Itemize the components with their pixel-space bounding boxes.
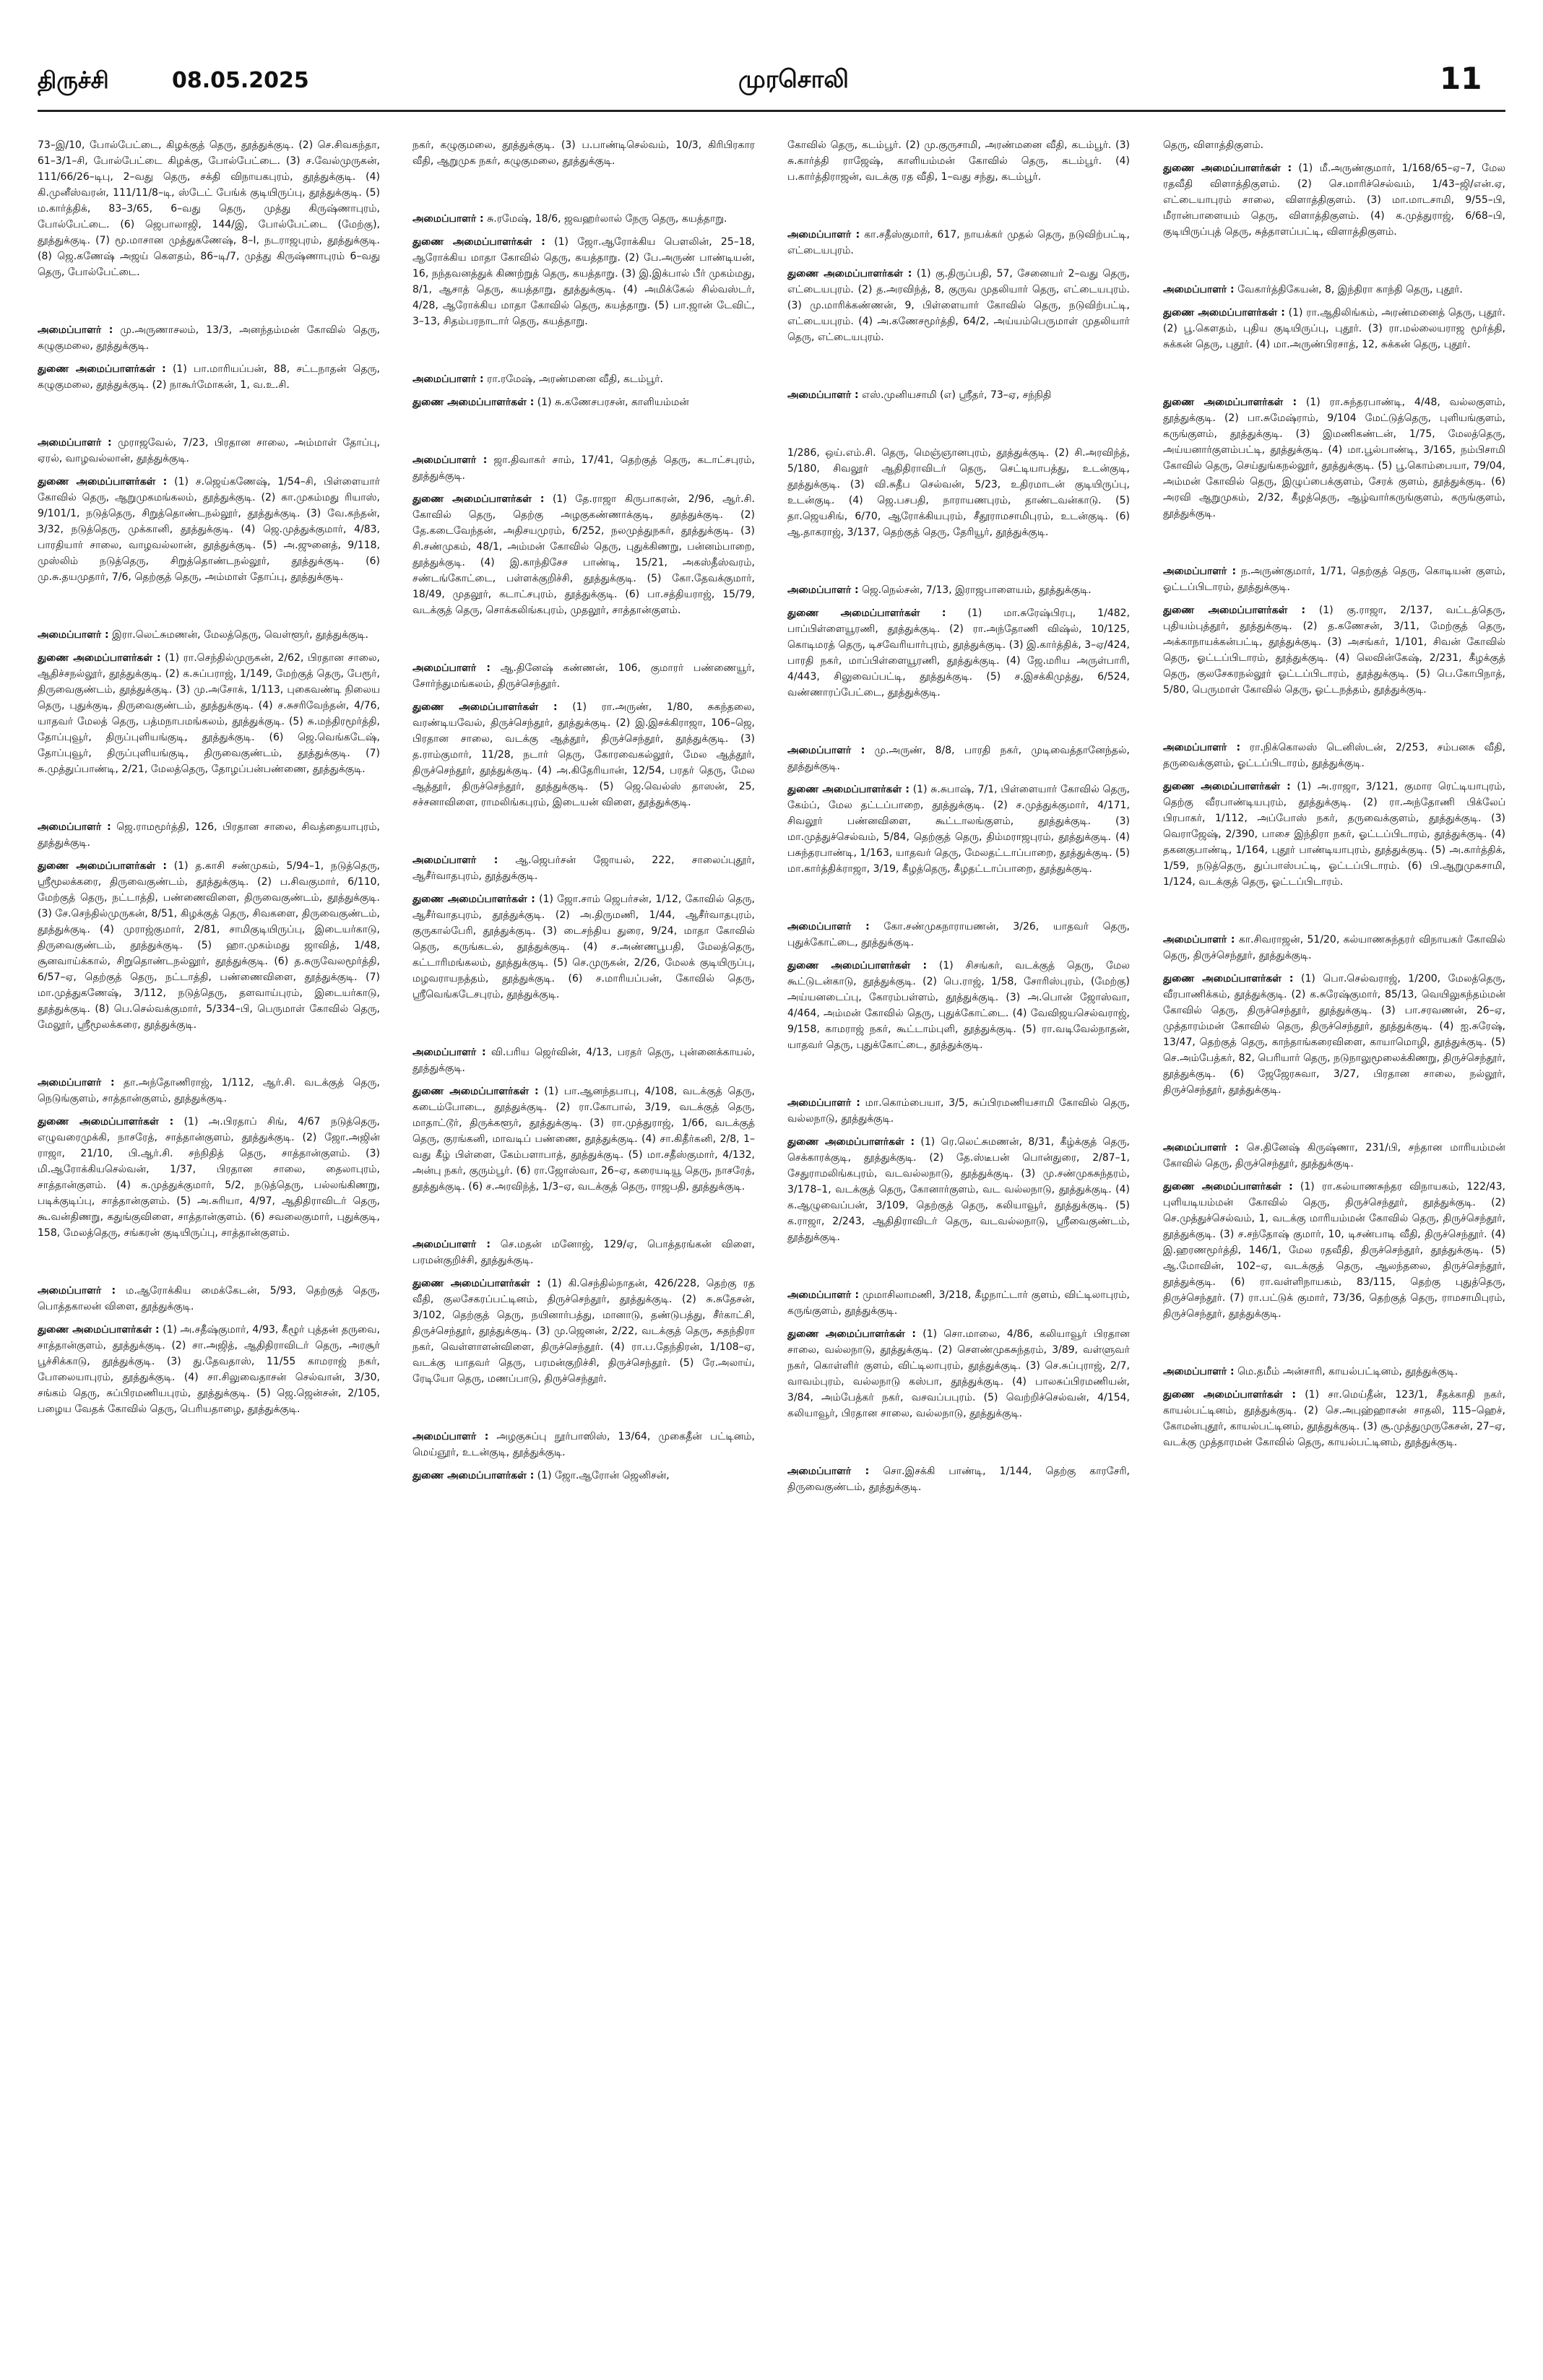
column-paragraph [1163, 971, 1505, 1098]
paragraph-text: கா.சதீஸ்குமார், 617, நாயக்கர் முதல் தெரு, நடுவிற்பட்டி, எட்டையபுரம். [787, 229, 1130, 256]
role-label: அமைப்பாளர் : [38, 1077, 115, 1089]
role-label: துணை அமைப்பாளர்கள் : [412, 1086, 539, 1097]
column-paragraph [412, 211, 755, 227]
column-paragraph [412, 660, 755, 692]
column-paragraph [1163, 740, 1505, 771]
role-label: துணை அமைப்பாளர்கள் : [1163, 397, 1297, 408]
column-paragraph [787, 582, 1130, 598]
paragraph-text: (1) ஜோ.ஆரோக்கிய பௌலின், 25–18, ஆரோக்கிய மாதா கோவில் தெரு, கயத்தாறு. (2) பே.அருண் பாண்டியன், 16, நந்தவனத்துக் கிணற்றுத் தெரு, கயத்தாறு. (3) இ.இக்பால் பீர் முகம்மது, 8/1, ஆசாத் தெரு, கயத்தாறு, தூத்துக்குடி. (4) அமிக்கேல் சில்வஸ்டர், 4/28, ஆரோக்கிய மாதா கோவில் தெரு, கயத்தாறு. (5) பா.ஜான் டேவிட், 3–13, சிதம்பரநாடார் தெரு, கயத்தாறு. [412, 236, 755, 327]
paragraph-text: (1) சு.கணேசபரசன், காளியம்மன் [537, 397, 689, 408]
role-label: துணை அமைப்பாளர்கள் : [787, 784, 909, 795]
role-label: அமைப்பாளர் : [1163, 934, 1235, 945]
role-label: அமைப்பாளர் : [787, 921, 870, 932]
column-paragraph [787, 1134, 1130, 1245]
masthead-rule [38, 110, 1505, 112]
newspaper-name: முரசொலி [738, 65, 849, 94]
paragraph-text: 73–இ/10, போல்பேட்டை, கிழக்குத் தெரு, தூத்துக்குடி. (2) செ.சிவகந்தா, 61–3/1–சி, போல்பேட்டை கிழக்கு, போல்பேட்டை. (3) ச.வேல்முருகன், 111/66/26–டிபு, 2–வது தெரு, சக்தி விநாயகபுரம், தூத்துக்குடி. (4) கி.முனீஸ்வரன், 111/11/8–டி, ஸ்டேட் பேங்க் குடியிருப்பு, தூத்துக்குடி. (5) ம.கார்த்திக், 83–3/65, 6–வது தெரு, முத்து கிருஷ்ணாபுரம், போல்பேட்டை. (6) ஜெபாலாஜி, 144/இ, போல்பேட்டை (மேற்கு), தூத்துக்குடி. (7) மூ.மாசான முத்துகணேஷ், 8–I, நடராஜபுரம், தூத்துக்குடி. (8) ஜெ.கணேஷ் அஜய் கௌதம், 86–டி/7, முத்து கிருஷ்ணாபுரம் 6–வது தெரு, போல்பேட்டை. [38, 139, 380, 278]
column-paragraph [787, 266, 1130, 345]
paragraph-text: செ.மதன் மனோஜ், 129/ஏ, பொத்தரங்கன் விளை, பரமன்குறிச்சி, தூத்துக்குடி. [412, 1239, 755, 1266]
column-paragraph [38, 1322, 380, 1417]
edition-date: 08.05.2025 [172, 68, 309, 93]
paragraph-text: முராஜவேல், 7/23, பிரதான சாலை, அம்மாள் தோப்பு, ஏரல், வாழவல்லான், தூத்துக்குடி. [38, 437, 380, 464]
role-label: துணை அமைப்பாளர்கள் : [412, 1470, 535, 1481]
paragraph-text: ஜெ.நெல்சன், 7/13, இராஜபாளையம், தூத்துக்குடி. [862, 584, 1092, 596]
role-label: அமைப்பாளர் : [787, 389, 859, 401]
column-paragraph [412, 452, 755, 484]
column-paragraph [38, 627, 380, 643]
column-paragraph [38, 137, 380, 280]
edition-city: திருச்சி [38, 66, 109, 94]
column-paragraph [787, 1463, 1130, 1495]
column-paragraph [38, 1075, 380, 1107]
paragraph-text: கோ.சண்முகநாராயணன், 3/26, யாதவர் தெரு, புதுக்கோட்டை, தூத்துக்குடி. [787, 921, 1130, 948]
role-label: அமைப்பாளர் : [412, 454, 488, 466]
paragraph-text: (1) ரா.கல்யாணசுந்தர விநாயகம், 122/43, புளியடியம்மன் கோவில் தெரு, திருச்செந்தூர், தூத்துக்குடி. (2) செ.முத்துச்செல்வம், 1, வடக்கு மாரியம்மன் கோவில் தெரு, திருச்செந்தூர், தூத்துக்குடி. (3) ச.சந்தோஷ் குமார், 10, டிசண்பாடி வீதி, திருச்செந்தூர். (4) இ.ஹரணமூர்த்தி, 146/1, மேல ரதவீதி, திருச்செந்தூர், தூத்துக்குடி. (5) ஆ.மோவின், 102–ஏ, வடக்குத் தெரு, ஆலந்தலை, திருச்செந்தூர், தூத்துக்குடி. (6) ரா.வள்ளிநாயகம், 83/115, தெற்கு புதுத்தெரு, திருச்செந்தூர். (7) ரா.பட்டுக் குமார், 73/36, தெற்குத் தெரு, ராமசாமிபுரம், திருச்செந்தூர், தூத்துக்குடி. [1163, 1181, 1505, 1320]
role-label: அமைப்பாளர் : [1163, 566, 1237, 577]
column-paragraph [1163, 1140, 1505, 1172]
paragraph-text: மு.அருண், 8/8, பாரதி நகர், முடிவைத்தானேந்தல், தூத்துக்குடி. [787, 745, 1130, 772]
paragraph-text: 1/286, ஒய்.எம்.சி. தெரு, மெஞ்ஞானபுரம், தூத்துக்குடி. (2) சி.அரவிந்த், 5/180, சிவலூர் ஆதிதிராவிடர் தெரு, செட்டியாபத்து, உடன்குடி, தூத்துக்குடி. (3) வி.சுதீப செல்வன், 5/23, உதிரமாடன் குடியிருப்பு, உடன்குடி. (4) ஜெ.பசபதி, நாராயணபுரம், தாண்டவன்காடு. (5) தா.ஜெயசிங், 6/70, ஆரோக்கியபுரம், சீதூராமசாமிபுரம், உடன்குடி. (6) ஆ.தாகராஜ், 3/137, தெற்குத் தெரு, தேரியூர், தூத்துக்குடி. [787, 447, 1130, 538]
paragraph-text: (1) மீ.அருண்குமார், 1/168/65–ஏ–7, மேல ரதவீதி விளாத்திகுளம். (2) செ.மாரிச்செல்வம், 1/43–ஜி/என்.ஏ, எட்டையாபுரம் சாலை, விளாத்திகுளம். (3) மா.மாடசாமி, 9/55–பி, மீரான்பாளையம் தெரு, விளாத்திகுளம். (4) க.முத்துராஜ், 6/68–பி, குடியிருப்புத் தெரு, சுத்தாளப்பட்டி, விளாத்திகுளம். [1163, 163, 1505, 238]
paragraph-text: மெ.தமீம் அன்சாரி, காயல்பட்டினம், தூத்துக்குடி. [1237, 1366, 1458, 1377]
paragraph-text: (1) அ.சதீஷ்குமார், 4/93, கீழூர் புத்தன் தருவை, சாத்தான்குளம், தூத்துக்குடி. (2) சா.அஜித், ஆதிதிராவிடர் தெரு, அரசூர் பூச்சிக்காடு, தூத்துக்குடி. (3) து.தேவதாஸ், 11/55 காமராஜ் நகர், போலையாபுரம், தூத்துக்குடி. (4) சா.சிலுவைதாசன் செல்வான், 3/30, சங்கம் தெரு, சுப்பிரமணியபுரம், தூத்துக்குடி. (5) ஜெ.ஜென்சன், 2/105, பழைய வேதக் கோவில் தெரு, பெரியதாழை, தூத்துக்குடி. [38, 1324, 380, 1415]
paragraph-text: (1) சு.சுபாஷ், 7/1, பிள்ளையார் கோவில் தெரு, கேம்ப், மேல தட்டப்பாறை, தூத்துக்குடி. (2) ச.முத்துக்குமார், 4/171, சிவலூர் பண்னவிளை, கூட்டாலங்குளம், தூத்துக்குடி. (3) மா.முத்துச்செல்வம், 5/84, தெற்குத் தெரு, திம்மராஜபுரம், தூத்துக்குடி. (4) பசுந்தரபாண்டி, 1/163, யாதவர் தெரு, மேலதட்டாப்பாறை, தூத்துக்குடி. (5) மா.கார்த்திக்ராஜா, 3/19, கீழத்தெரு, கீழதட்டாப்பாறை, தூத்துக்குடி. [787, 784, 1130, 875]
column-paragraph [1163, 602, 1505, 698]
column-paragraph [1163, 137, 1505, 153]
role-label: துணை அமைப்பாளர்கள் : [38, 1324, 160, 1336]
role-label: அமைப்பாளர் : [38, 324, 113, 336]
role-label: துணை அமைப்பாளர்கள் : [38, 652, 161, 664]
paragraph-text: (1) சா.மெய்தீன், 123/1, சீதக்காதி நகர், காயல்பட்டினம், தூத்துக்குடி. (2) செ.அபுஹ்ஹாசன் சாதலி, 115–ஹெச், கோமன்புதூர், காயல்பட்டினம், தூத்துக்குடி. (3) சூ.முத்துமுருகேசன், 27–ஏ, வடக்கு முத்தாரமன் கோவில் தெரு, காயல்பட்டினம், தூத்துக்குடி. [1163, 1389, 1505, 1448]
paragraph-text: வேகார்த்திகேயன், 8, இந்திரா காந்தி தெரு, புதூர். [1237, 284, 1463, 295]
text-column-2 [412, 137, 755, 2362]
paragraph-text: தா.அந்தோணிராஜ், 1/112, ஆர்.சி. வடக்குத் தெரு, நெடுங்குளம், சாத்தான்குளம், தூத்துக்குடி. [38, 1077, 380, 1104]
role-label: துணை அமைப்பாளர்கள் : [412, 701, 558, 713]
paragraph-text: ஜெ.ராமமூர்த்தி, 126, பிரதான சாலை, சிவத்தையாபுரம், தூத்துக்குடி. [38, 821, 380, 849]
column-paragraph [787, 1287, 1130, 1319]
paragraph-text: மா.கொம்பையா, 3/5, சுப்பிரமணியசாமி கோவில் தெரு, வல்லநாடு, தூத்துக்குடி. [787, 1097, 1130, 1125]
role-label: துணை அமைப்பாளர்கள் : [412, 893, 535, 905]
paragraph-text: தெரு, விளாத்திகுளம். [1163, 139, 1264, 151]
role-label: துணை அமைப்பாளர்கள் : [412, 493, 545, 505]
role-label: துணை அமைப்பாளர்கள் : [1163, 605, 1306, 616]
role-label: துணை அமைப்பாளர்கள் : [787, 960, 928, 972]
role-label: அமைப்பாளர் : [412, 1239, 490, 1250]
paragraph-text: நகர், கழுகுமலை, தூத்துக்குடி. (3) ப.பாண்டிசெல்வம், 10/3, கிரிபிரகார வீதி, ஆறுமுக நகர், கழுகுமலை, தூத்துக்குடி. [412, 139, 755, 167]
role-label: அமைப்பாளர் : [38, 1285, 116, 1297]
paragraph-text: (1) சிசங்கர், வடக்குத் தெரு, மேல கூட்டுடன்காடு, தூத்துக்குடி. (2) பெ.ராஜ், 1/58, சோரிஸ்புரம், (மேற்கு) அய்யனடைப்பு, கோரம்பள்ளம், தூத்துக்குடி. (3) அ.பொன் ஜோஸ்வா, 4/464, அம்மன் கோவில் தெரு, புதுக்கோட்டை. (4) வேவிஜயசெல்வராஜ், 9/158, காமராஜ் நகர், கூட்டாம்புளி, தூத்துக்குடி. (5) ரா.வடிவேல்நாதன், யாதவர் தெரு, புதுக்கோட்டை, தூத்துக்குடி. [787, 960, 1130, 1051]
column-paragraph [787, 1326, 1130, 1421]
paragraph-text: (1) ரா.ஆதிலிங்கம், அரண்மனைத் தெரு, புதூர். (2) பூ.கௌதம், புதிய குடியிருப்பு, புதூர். (3) ரா.மல்லையராஜ மூர்த்தி, சுக்கன் தெரு, புதூர். (4) மா.அருண்பிரசாத், 12, சுக்கன் தெரு, புதூர். [1163, 307, 1505, 350]
column-paragraph [38, 1283, 380, 1315]
paragraph-text: (1) ரா.அருண், 1/80, சுகந்தலை, வரண்டியவேல், திருச்செந்தூர், தூத்துக்குடி. (2) இ.இசக்கிராஜா, 106–ஜெ, பிரதான சாலை, வடக்கு ஆத்தூர், திருச்செந்தூர், தூத்துக்குடி. (3) த.ராம்குமார், 11/28, நடார் தெரு, கோரவைகல்லூர், மேல ஆத்தூர், திருச்செந்தூர், தூத்துக்குடி. (4) அ.கிதேரியான், 12/54, பரதர் தெரு, மேல ஆத்தூர், திருச்செந்தூர், தூத்துக்குடி. (5) ஜெ.வெல்ஸ் தாஸன், 25, சச்சனாவிளை, ராமலிங்கபுரம், இடையன் விளை, தூத்துக்குடி. [412, 701, 755, 808]
role-label: துணை அமைப்பாளர்கள் : [1163, 1181, 1293, 1193]
paragraph-text: (1) ச.ஜெய்கணேஷ், 1/54–சி, பிள்ளையார் கோவில் தெரு, ஆறுமுகமங்கலம், தூத்துக்குடி. (2) கா.முகம்மது ரியாஸ், 9/101/1, நடுத்தெரு, சிறுத்தொண்டநல்லூர், தூத்துக்குடி. (3) வே.கந்தன், 3/32, நடுத்தெரு, முக்கானி, தூத்துக்குடி. (4) ஜெ.முத்துக்குமார், 4/83, பாரதியார் சாலை, வாழவல்லான், தூத்துக்குடி. (5) அ.ஜுனைத், 9/118, முஸ்லிம் நடுத்தெரு, சிறுத்தொண்டநல்லூர், தூத்துக்குடி. (6) மு.சு.தயமுதார், 7/6, தெற்குத் தெரு, அம்மாள் தோப்பு, தூத்துக்குடி. [38, 476, 380, 583]
masthead [0, 0, 1543, 119]
paragraph-text: (1) பொ.செல்வராஜ், 1/200, மேலத்தெரு, வீரபாணிக்கம், தூத்துக்குடி. (2) க.சுரேஷ்குமார், 85/13, வெயிலுகந்தம்மன் கோவில் தெரு, திருச்செந்தூர், தூத்துக்குடி. (3) பா.சரவணன், 26–ஏ, முத்தாரம்மன் கோவில் தெரு, திருச்செந்தூர், தூத்துக்குடி. (4) ஐ.சுரேஷ், 13/47, தெற்குத் தெரு, காந்தாங்கரைவிளை, காயாமொழி, தூத்துக்குடி. (5) செ.அம்பேத்கர், 82, பெரியார் தெரு, நடுநாலுமூலைக்கிணறு, திருச்செந்தூர், தூத்துக்குடி. (6) ஜேஜேரசுவா, 3/27, பிரதான சாலை, நல்லூர், திருச்செந்தூர், தூத்துக்குடி. [1163, 973, 1505, 1096]
column-paragraph [787, 137, 1130, 185]
paragraph-text: (1) கு.ராஜா, 2/137, வட்டத்தெரு, புதியம்புத்தூர், தூத்துக்குடி. (2) த.கணேசன், 3/11, மேற்குத் தெரு, அக்காநாயக்கன்பட்டி, தூத்துக்குடி. (3) அசங்கர், 1/101, சிவன் கோவில் தெரு, ஓட்டப்பிடாரம், தூத்துக்குடி. (4) லெவின்கேஷ், 2/231, கீழக்குத் தெரு, குலசேகரநல்லூர் ஓட்டப்பிடாரம், தூத்துக்குடி. (5) பெ.கோபிநாத், 5/80, பெருமாள் கோவில் தெரு, ஓட்டநத்தம், தூத்துக்குடி. [1163, 605, 1505, 696]
column-paragraph [38, 435, 380, 467]
column-paragraph [1163, 779, 1505, 890]
article-columns [0, 137, 1543, 2362]
column-paragraph [787, 445, 1130, 540]
column-paragraph [1163, 1179, 1505, 1322]
role-label: அமைப்பாளர் : [412, 213, 484, 225]
role-label: துணை அமைப்பாளர்கள் : [1163, 973, 1294, 985]
paragraph-text: (1) பா.ஆனந்தபாபு, 4/108, வடக்குத் தெரு, கடைம்போடை, தூத்துக்குடி. (2) ரா.கோபால், 3/19, வடக்குத் தெரு, மாதாட்டூர், திருக்களூர், தூத்துக்குடி. (3) ரா.முத்துராஜ், 1/66, வடக்குத் தெரு, குரங்கனி, மாவடிப் பண்ணை, தூத்துக்குடி. (4) சா.கிதீர்கனி, 2/8, 1–வது கீழ் பிள்ளை, கேம்பளாபாத், தூத்துக்குடி. (5) மா.சதீஸ்குமார், 4/132, அன்பு நகர், குரும்பூர். (6) ரா.ஜோஸ்வா, 26–ஏ, கரையடியூ தெரு, நாசரேத், தூத்துக்குடி. (6) ச.அரவிந்த், 1/3–ஏ, வடக்குத் தெரு, ராஜபதி, தூத்துக்குடி. [412, 1086, 755, 1193]
paragraph-text: செ.தினேஷ் கிருஷ்ணா, 231/பி, சந்தான மாரியம்மன் கோவில் தெரு, திருச்செந்தூர், தூத்துக்குடி. [1163, 1142, 1505, 1169]
paragraph-text: இரா.லெட்சுமணன், மேலத்தெரு, வெள்ளூர், தூத்துக்குடி. [112, 629, 368, 641]
column-paragraph [787, 782, 1130, 877]
paragraph-text: (1) ரெ.லெட்சுமணன், 8/31, கீழ்க்குத் தெரு, செக்காரக்குடி, தூத்துக்குடி. (2) தே.ஸ்டீபன் பொன்துரை, 2/87–1, சேதுராமலிங்கபுரம், வடவல்லநாடு, தூத்துக்குடி. (3) மு.சண்முகசுந்தரம், 3/178–1, வடக்குத் தெரு, கோனார்குளம், வட வல்லநாடு, தூத்துக்குடி. (4) க.ஆழுவைப்பன், 3/109, தெற்குத் தெரு, கலியாவூர், தூத்துக்குடி. (5) க.ராஜா, 2/243, ஆதிதிராவிடர் தெரு, வடவல்லநாடு, ஸ்ரீவைகுண்டம், தூத்துக்குடி. [787, 1136, 1130, 1243]
paragraph-text: (1) சொ.மாலை, 4/86, கலியாவூர் பிரதான சாலை, வல்லநாடு, தூத்துக்குடி. (2) சௌண்முகசுந்தரம், 3/89, வள்ளுவர் நகர், கொள்ளிர் குளம், விட்டிலாபுரம், தூத்துக்குடி. (3) செ.சுப்புராஜ், 2/7, வாவம்புரம், வல்லநாடு கஸ்பா, தூத்துக்குடி. (4) பாலசுப்பிரமணியன், 3/84, அம்பேத்கர் நகர், வசவப்பபுரம். (5) வெற்றிச்செல்வன், 4/154, கலியாவூர், பிரதான சாலை, வல்லநாடு, தூத்துக்குடி. [787, 1328, 1130, 1419]
paragraph-text: கா.சிவராஜன், 51/20, கல்யாணசுந்தரர் விநாயகர் கோவில் தெரு, திருச்செந்தூர், தூத்துக்குடி. [1163, 934, 1505, 961]
role-label: அமைப்பாளர் : [787, 584, 859, 596]
paragraph-text: (1) ரா.சுந்தரபாண்டி, 4/48, வல்லகுளம், தூத்துக்குடி. (2) பா.சுமேஷ்ராம், 9/104 மேட்டுத்தெரு, புளியங்குளம், கருங்குளம், தூத்துக்குடி. (3) இமணிகண்டன், 1/75, மேலத்தெரு, அய்யனார்குளம்பட்டி, தூத்துக்குடி. (4) மா.பூல்பாண்டி, 3/165, நம்பிசாமி கோவில் தெரு, செய்துங்கநல்லூர், தூத்துக்குடி. (5) பூ.கொம்பையா, 79/04, அம்மன் கோவில் தெரு, இழுப்பைக்குளம், சேரக் குளம், தூத்துக்குடி. (6) அரவி ஆறுமுகம், 2/32, கீழத்தெரு, ஆழ்வார்கருங்குளம், கருங்குளம், தூத்துக்குடி. [1163, 397, 1505, 519]
paragraph-text: (1) தே.ராஜா கிருபாகரன், 2/96, ஆர்.சி. கோவில் தெரு, தெற்கு அழகுகண்ணாக்குடி, தூத்துக்குடி. (2) தே.கடைவேந்தன், அதிசயமுரம், 6/252, நலமுத்துநகர், தூத்துக்குடி. (3) சி.சண்முகம், 48/1, அம்மன் கோவில் தெரு, புதுக்கிணறு, பன்னம்பாறை, தூத்துக்குடி. (4) இ.காந்திசேச பாண்டி, 15/21, அகஸ்தீஸ்வரம், சண்டங்கோட்டை, பள்ளக்குறிச்சி, தூத்துக்குடி. (5) கோ.தேவக்குமார், 18/49, முதலூர், கடாட்சபுரம், தூத்துக்குடி. (6) பா.சத்தியராஜ், 15/79, வடக்குத் தெரு, சொக்கலிங்கபுரம், முதலூர், சாத்தான்குளம். [412, 493, 755, 616]
role-label: துணை அமைப்பாளர்கள் : [1163, 307, 1285, 319]
paragraph-text: கோவில் தெரு, கடம்பூர். (2) மு.குருசாமி, அரண்மனை வீதி, கடம்பூர். (3) சு.கார்த்தி ராஜேஷ், காளியம்மன் கோவில் தெரு, கடம்பூர். (4) ப.கார்த்திராஜன், வடக்கு ரத வீதி, 1–வது சந்து, கடம்பூர். [787, 139, 1130, 183]
role-label: அமைப்பாளர் : [412, 854, 498, 866]
column-paragraph [412, 1083, 755, 1195]
paragraph-text: சொ.இசக்கி பாண்டி, 1/144, தெற்கு காரசேரி, திருவைகுண்டம், தூத்துக்குடி. [787, 1466, 1130, 1493]
column-paragraph [1163, 563, 1505, 595]
role-label: துணை அமைப்பாளர்கள் : [38, 476, 168, 488]
paragraph-text: (1) கி.செந்தில்நாதன், 426/228, தெற்கு ரத வீதி, குலசேகரப்பட்டினம், திருச்செந்தூர், தூத்துக்குடி. (2) சு.சுதேசன், 3/102, தெற்குத் தெரு, நயினார்பத்து, மானாடு, தண்டுபத்து, சீர்காட்சி, திருச்செந்தூர், தூத்துக்குடி. (3) மு.ஜெனன், 2/22, வடக்குத் தெரு, சுதந்திரா நகர், வெள்ளாளன்விளை, திருச்செந்தூர். (4) ரா.ப.தேந்திரன், 1/108–ஏ, வடக்கு யாதவர் தெரு, பரமன்குறிச்சி, திருச்செந்தூர். (5) ரே.அலாய், ரேடியோ தெரு, மணப்பாடு, திருச்செந்தூர். [412, 1278, 755, 1385]
role-label: அமைப்பாளர் : [787, 229, 860, 241]
role-label: அமைப்பாளர் : [412, 373, 484, 385]
paragraph-text: (1) பா.மாரியப்பன், 88, சட்டநாதன் தெரு, கழுகுமலை, தூத்துக்குடி. (2) நாகூர்மோகன், 1, வ.உ.சி. [38, 363, 380, 391]
paragraph-text: ஜா.திவாகர் சாம், 17/41, தெற்குத் தெரு, கடாட்சபுரம், தூத்துக்குடி. [412, 454, 755, 482]
column-paragraph [787, 227, 1130, 259]
column-paragraph [787, 1095, 1130, 1127]
role-label: அமைப்பாளர் : [787, 1097, 860, 1109]
column-paragraph [412, 234, 755, 329]
paragraph-text: வி.பரிய ஜெர்வின், 4/13, பரதர் தெரு, புன்னைக்காயல், தூத்துக்குடி. [412, 1047, 755, 1074]
role-label: துணை அமைப்பாளர்கள் : [1163, 781, 1291, 792]
paragraph-text: (1) ஜோ.சாம் ஜெபர்சன், 1/12, கோவில் தெரு, ஆசீர்வாதபுரம், தூத்துக்குடி. (2) அ.திருமணி, 1/44, ஆசீர்வாதபுரம், குருகால்பேரி, தூத்துக்குடி. (3) டைசந்திய துரை, 9/24, மாதா கோவில் தெரு, கருங்கடல், தூத்துக்குடி. (4) ச.அண்ணபூபதி, மேலத்தெரு, கட்டாரிமங்கலம், தூத்துக்குடி. (5) செ.முருகன், 2/26, மேலக் குடியிருப்பு, மழவராயநத்தம், தூத்துக்குடி. (6) ச.மாரியப்பன், கோவில் தெரு, ஸ்ரீவெங்கடேசபுரம், தூத்துக்குடி. [412, 893, 755, 1000]
role-label: அமைப்பாளர் : [787, 1289, 860, 1301]
column-paragraph [787, 743, 1130, 774]
column-paragraph [38, 361, 380, 393]
column-paragraph [1163, 394, 1505, 522]
column-paragraph [38, 474, 380, 585]
column-paragraph [412, 1237, 755, 1268]
text-column-3 [787, 137, 1130, 2362]
column-paragraph [787, 958, 1130, 1053]
role-label: அமைப்பாளர் : [38, 629, 109, 641]
paragraph-text: (1) மா.சுரேஷ்பிரபு, 1/482, பாப்பிள்ளையூரணி, தூத்துக்குடி. (2) ரா.அந்தோணி விஷ்ல், 10/125, கொடிமரத் தெரு, டிசவேரியார்புரம், தூத்துக்குடி. (3) இ.கார்த்திக், 3–ஏ/424, பாரதி நகர், மாப்பிள்ளையூரணி, தூத்துக்குடி. (4) ஜே.மரிய அருள்பாரி, 4/443, சிலுவைப்பட்டி, தூத்துக்குடி. (5) ச.இசக்கிமுத்து, 6/524, வண்ணாரப்பேட்டை, தூத்துக்குடி. [787, 607, 1130, 698]
paragraph-text: எஸ்.முனியசாமி (எ) ஸ்ரீதர், 73–ஏ, சந்நிதி [862, 389, 1052, 401]
role-label: துணை அமைப்பாளர்கள் : [412, 397, 535, 408]
column-paragraph [412, 491, 755, 618]
paragraph-text: (1) த.காசி சண்முகம், 5/94–1, நடுத்தெரு, ஸ்ரீமூலக்கரை, திருவைகுண்டம், தூத்துக்குடி. (2) ப.சிவகுமார், 6/110, மேற்குத் தெரு, நட்டாத்தி, பண்ணைவிளை, திருவைகுண்டம், தூத்துக்குடி. (3) சே.செந்தில்முருகன், 8/51, கிழக்குத் தெரு, சிவகளை, திருவைகுண்டம், தூத்துக்குடி. (4) முராஜ்குமார், 2/81, சாமிகுடியிருப்பு, இடையர்காடு, திருவைகுண்டம், தூத்துக்குடி. (5) ஹா.முகம்மது ஜாவித், 1/48, சூனவாய்க்கால், சிறுதொண்டநல்லூர், தூத்துக்குடி. (6) த.சுருவேலமூர்த்தி, 6/57–ஏ, தெற்குத் தெரு, நட்டாத்தி, பண்ணைவிளை, தூத்துக்குடி. (7) மா.முத்துகணேஷ், 3/112, நடுத்தெரு, தளவாய்புரம், இடையர்காடு, தூத்துக்குடி. (8) பெ.செல்வக்குமார், 5/334–பி, பெருமாள் கோவில் தெரு, மேலூர், ஸ்ரீமூலக்கரை, தூத்துக்குடி. [38, 860, 380, 1031]
role-label: துணை அமைப்பாளர்கள் : [412, 1278, 541, 1289]
column-paragraph [412, 1044, 755, 1076]
role-label: துணை அமைப்பாளர்கள் : [787, 268, 912, 280]
page-number: 11 [1440, 61, 1482, 96]
role-label: அமைப்பாளர் : [412, 1431, 489, 1442]
paragraph-text: ரா.நிக்கொலஸ் டெனிஸ்டன், 2/253, சம்பனசு வீதி, தருவைக்குளம், ஓட்டப்பிடாரம், தூத்துக்குடி. [1163, 742, 1505, 769]
role-label: அமைப்பாளர் : [787, 745, 865, 756]
column-paragraph [412, 1468, 755, 1484]
role-label: அமைப்பாளர் : [1163, 1366, 1235, 1377]
paragraph-text: (1) கு.திருப்பதி, 57, சேனையர் 2–வது தெரு, எட்டையபுரம். (2) த.அரவிந்த், 8, குருவ முதலியார் தெரு, எட்டையபுரம். (3) மு.மாரிக்கண்ணன், 9, பிள்ளையார் கோவில் தெரு, நடுவிற்பட்டி, எட்டையபுரம். (4) அ.கணேசமூர்த்தி, 64/2, அய்யம்பெருமாள் முதலியார் தெரு, எட்டையபுரம். [787, 268, 1130, 343]
role-label: துணை அமைப்பாளர்கள் : [787, 607, 946, 619]
role-label: துணை அமைப்பாளர்கள் : [787, 1328, 916, 1340]
role-label: துணை அமைப்பாளர்கள் : [38, 1116, 174, 1128]
column-paragraph [412, 137, 755, 169]
column-paragraph [412, 891, 755, 1003]
column-paragraph [1163, 282, 1505, 298]
paragraph-text: சு.ரமேஷ், 18/6, ஜவஹர்லால் நேரு தெரு, கயத்தாறு. [487, 213, 727, 225]
paragraph-text: ம.ஆரோக்கிய மைக்கேடன், 5/93, தெற்குத் தெரு, பொத்தகாலன் விளை, தூத்துக்குடி. [38, 1285, 380, 1312]
role-label: துணை அமைப்பாளர்கள் : [38, 860, 167, 872]
column-paragraph [1163, 932, 1505, 964]
column-paragraph [1163, 305, 1505, 352]
role-label: துணை அமைப்பாளர்கள் : [412, 236, 545, 248]
column-paragraph [1163, 160, 1505, 240]
paragraph-text: முமாசிலாமணி, 3/218, கீழநாட்டார் குளம், விட்டிலாபுரம், கருங்குளம், தூத்துக்குடி. [787, 1289, 1130, 1317]
role-label: துணை அமைப்பாளர்கள் : [1163, 163, 1292, 174]
role-label: அமைப்பாளர் : [412, 1047, 486, 1058]
column-paragraph [412, 852, 755, 884]
column-paragraph [787, 387, 1130, 403]
text-column-4 [1163, 137, 1505, 2362]
text-column-1 [38, 137, 380, 2362]
role-label: அமைப்பாளர் : [38, 821, 111, 833]
role-label: துணை அமைப்பாளர்கள் : [38, 363, 166, 375]
column-paragraph [412, 1276, 755, 1387]
paragraph-text: ரா.ரமேஷ், அரண்மனை வீதி, கடம்பூர். [487, 373, 663, 385]
paragraph-text: மு.அருணாசலம், 13/3, அனந்தம்மன் கோவில் தெரு, கழுகுமலை, தூத்துக்குடி. [38, 324, 380, 352]
column-paragraph [38, 858, 380, 1033]
column-paragraph [1163, 1364, 1505, 1380]
column-paragraph [412, 394, 755, 410]
role-label: துணை அமைப்பாளர்கள் : [787, 1136, 915, 1148]
role-label: அமைப்பாளர் : [412, 662, 490, 674]
column-paragraph [412, 371, 755, 387]
paragraph-text: (1) அ.பிரதாப் சிங், 4/67 நடுத்தெரு, எழுவரைமுக்கி, நாசரேத், சாத்தான்குளம், தூத்துக்குடி. (2) ஜோ.அஜின் ராஜா, 21/10, பி.ஆர்.சி. சந்நிதித் தெரு, சாத்தான்குளம். (3) மி.ஆரோக்கியசெல்வன், 1/37, பிரதான சாலை, தைலாபுரம், சாத்தான்குளம். (4) சு.முத்துக்குமார், 5/2, நடுத்தெரு, பல்லங்கிணறு, படிக்குடிப்பு, சாத்தான்குளம். (5) அ.சுரியா, 4/97, ஆதிதிராவிடர் தெரு, கூ.வன்திணறு, கதுங்குவிளை, சாத்தான்குளம். (6) சவலைகுமார், புதுக்குடி, 158, மேலத்தெரு, சங்கரன் குடியிருப்பு, சாத்தான்குளம். [38, 1116, 380, 1239]
column-paragraph [38, 322, 380, 354]
paragraph-text: (1) ரா.செந்தில்முருகன், 2/62, பிரதான சாலை, ஆதிச்சநல்லூர், தூத்துக்குடி. (2) க.சுப்பராஜ், 1/149, மேற்குத் தெரு, பேரூர், திருவைகுண்டம், தூத்துக்குடி. (3) மு.அசோக், 1/113, புகைவண்டி நிலைய தெரு, புதுக்குடி, திருவைகுண்டம், தூத்துக்குடி. (4) ச.சுசரிவேந்தன், 4/76, யாதவர் மேலத் தெரு, பத்மநாபமங்கலம், தூத்துக்குடி. (5) சு.மந்திரமூர்த்தி, தோப்புவூர், திருப்புளியங்குடி, தூத்துக்குடி. (6) ஜெ.வெங்கடேஷ், தோப்புவூர், திருப்புளியங்குடி, திருவைகுண்டம், தூத்துக்குடி. (7) சு.முத்துப்பாண்டி, 2/21, மேலத்தெரு, தோழப்பன்பண்ணை, தூத்துக்குடி. [38, 652, 380, 775]
paragraph-text: ஆ.தினேஷ் கண்ணன், 106, குமாரர் பண்ணையூர், சோர்ந்துமங்கலம், திருச்செந்தூர். [412, 662, 755, 690]
role-label: அமைப்பாளர் : [1163, 284, 1235, 295]
column-paragraph [1163, 1387, 1505, 1450]
paragraph-text: ஆ.ஜெபர்சன் ஜோயல், 222, சாலைப்புதூர், ஆசீர்வாதபுரம், தூத்துக்குடி. [412, 854, 755, 882]
column-paragraph [38, 1114, 380, 1241]
role-label: அமைப்பாளர் : [787, 1466, 870, 1477]
role-label: அமைப்பாளர் : [38, 437, 112, 449]
paragraph-text: (1) அ.ராஜா, 3/121, குமார ரெட்டியாபுரம், தெற்கு வீரபாண்டியபுரம், தூத்துக்குடி. (2) ரா.அந்தோணி பிக்லேப் பிரபாகர், 1/112, அப்போஸ் நகர், தருவைக்குளம், தூத்துக்குடி. (3) வெராஜேஷ், 2/390, பாசை இந்திரா நகர், ஓட்டப்பிடாரம், தூத்துக்குடி. (4) தகனகுபாண்டி, 1/164, புதூர் பாண்டியாபுரம், தூத்துக்குடி. (5) அ.கார்த்திக், 1/59, நடுத்தெரு, துப்பாஸ்பட்டி, ஓட்டப்பிடாரம். (6) பி.ஆறுமுகசாமி, 1/124, வடக்குத் தெரு, ஓட்டப்பிடாரம். [1163, 781, 1505, 888]
column-paragraph [412, 1429, 755, 1461]
paragraph-text: அழகுசுப்பு நூர்பாஸிஸ், 13/64, முகைதீன் பட்டினம், மெய்ஞூர், உடன்குடி, தூத்துக்குடி. [412, 1431, 755, 1458]
paragraph-text: (1) ஜோ.ஆரோன் ஜெனிசன், [537, 1470, 670, 1481]
column-paragraph [38, 650, 380, 777]
column-paragraph [38, 819, 380, 851]
column-paragraph [412, 699, 755, 810]
paragraph-text: ந.அருண்குமார், 1/71, தெற்குத் தெரு, கொடியன் குளம், ஓட்டப்பிடாரம், தூத்துக்குடி. [1163, 566, 1505, 593]
role-label: அமைப்பாளர் : [1163, 1142, 1239, 1154]
column-paragraph [787, 605, 1130, 701]
role-label: அமைப்பாளர் : [1163, 742, 1241, 753]
role-label: துணை அமைப்பாளர்கள் : [1163, 1389, 1296, 1401]
column-paragraph [787, 919, 1130, 951]
